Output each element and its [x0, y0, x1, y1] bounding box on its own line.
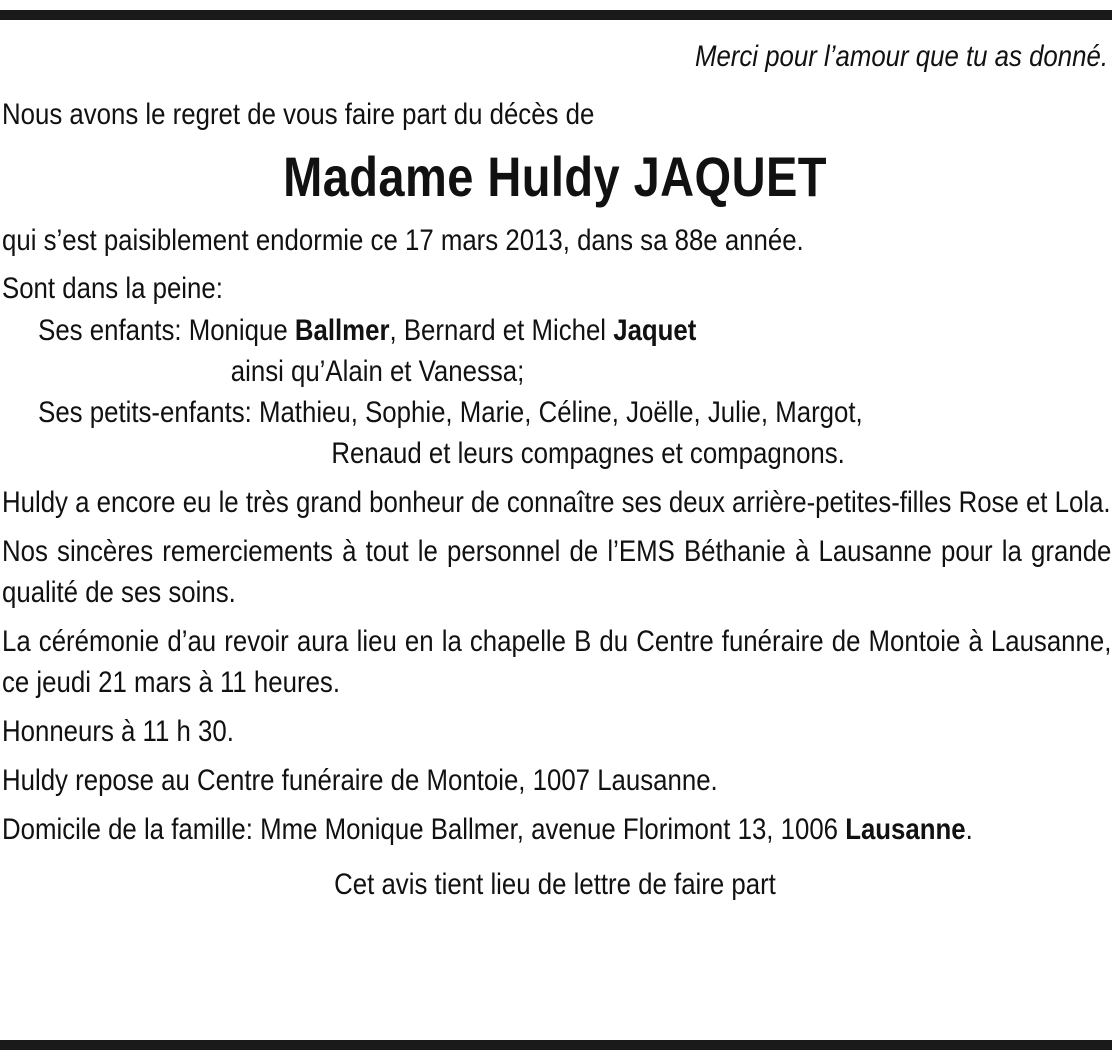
rest-text: Huldy repose au Centre funéraire de Montoie, 1007 Lausanne.	[2, 764, 718, 797]
rest-paragraph	[2, 760, 1108, 801]
honours-paragraph	[2, 711, 1108, 752]
great-grandchildren-text: Huldy a encore eu le très grand bonheur de connaître ses deux arrière-petites-filles Rose et Lola.	[2, 486, 1111, 519]
bottom-rule	[0, 1040, 1112, 1050]
domicile-paragraph	[2, 809, 1108, 850]
children-name-jaquet: Jaquet	[613, 314, 697, 347]
children-label: Ses enfants: Monique	[38, 314, 295, 347]
passing-line: qui s’est paisiblement endormie ce 17 mars 2013, dans sa 88e année.	[2, 224, 804, 257]
domicile-suffix: .	[965, 813, 973, 846]
deceased-name: Madame Huldy JAQUET	[283, 145, 827, 208]
domicile-text	[2, 809, 1111, 850]
ceremony-paragraph	[2, 621, 1112, 703]
thanks-text: Nos sincères remerciements à tout le personnel de l’EMS Béthanie à Lausanne pour la grande qualité de ses soins.	[2, 535, 1112, 609]
thanks-paragraph	[2, 531, 1112, 613]
great-grandchildren-paragraph	[2, 482, 1111, 523]
domicile-city: Lausanne	[845, 813, 966, 846]
grandchildren-line-2: Renaud et leurs compagnes et compagnons.	[331, 437, 845, 470]
children-line	[2, 310, 953, 351]
grandchildren-line-1: Ses petits-enfants: Mathieu, Sophie, Marie, Céline, Joëlle, Julie, Margot,	[38, 396, 863, 429]
closing-line: Cet avis tient lieu de lettre de faire part	[334, 868, 776, 901]
ceremony-text: La cérémonie d’au revoir aura lieu en la chapelle B du Centre funéraire de Montoie à Lausanne, ce jeudi 21 mars à 11 heures.	[2, 625, 1112, 699]
obituary-notice	[2, 36, 1112, 906]
motto-line: Merci pour l’amour que tu as donné.	[694, 40, 1108, 73]
honours-text: Honneurs à 11 h 30.	[2, 715, 234, 748]
mourners-heading: Sont dans la peine:	[2, 272, 223, 305]
children-middle: , Bernard et Michel	[389, 314, 614, 347]
intro-line: Nous avons le regret de vous faire part du décès de	[2, 98, 595, 131]
domicile-prefix: Domicile de la famille: Mme Monique Ballmer, avenue Florimont 13, 1006	[2, 813, 846, 846]
top-rule	[0, 10, 1112, 20]
children-continuation: ainsi qu’Alain et Vanessa;	[230, 355, 525, 388]
children-name-ballmer: Ballmer	[294, 314, 390, 347]
